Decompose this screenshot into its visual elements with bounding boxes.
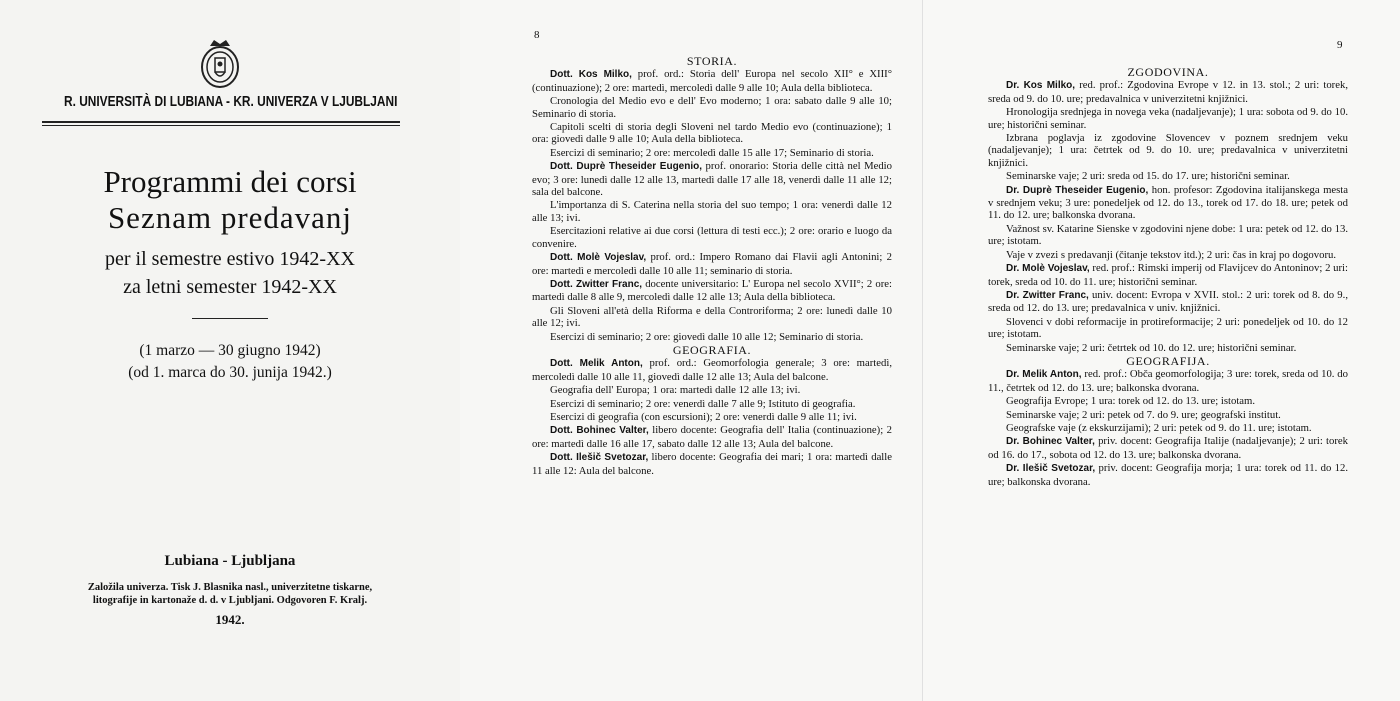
lecturer-name: Dott. Zwitter Franc, (550, 278, 643, 290)
divider (192, 318, 268, 319)
course-entry (532, 424, 892, 450)
section-heading: ZGODOVINA. (1127, 65, 1209, 79)
course-entry (532, 305, 892, 330)
subtitle-italian: per il semestre estivo 1942-XX (105, 248, 355, 270)
course-description: Esercizi di geografia (con escursioni); 2 ore: venerdì dalle 9 alle 11; ivi. (550, 410, 857, 423)
course-description: prof. ord.: Storia dell' Europa nel secolo XII° e XIII° (continuazione); 2 ore: martedì, mercoledì dalle 9 alle 10; Aula della biblioteca. (532, 68, 892, 94)
course-entry (532, 199, 892, 224)
city: Lubiana - Ljubljana (164, 553, 296, 569)
lecturer-name: Dr. Zwitter Franc, (1006, 289, 1089, 301)
course-entry (988, 435, 1348, 461)
imprint-line-2: litografije in kartonaže d. d. v Ljubljani. Odgovoren F. Kralj. (92, 595, 368, 606)
title-italian: Programmi dei corsi (103, 164, 357, 199)
course-description: priv. docent: Geografija Italije (nadaljevanje); 2 uri: torek od 16. do 17., sobota od 12. do 13. ure; balkonska dvorana. (988, 435, 1348, 461)
course-entry (988, 223, 1348, 248)
lecturer-name: Dr. Molè Vojeslav, (1006, 263, 1090, 275)
lecturer-name: Dott. Molè Vojeslav, (550, 252, 647, 264)
course-entry (532, 278, 892, 304)
course-entry (532, 331, 892, 343)
course-description: Hronologija srednjega in novega veka (nadaljevanje); 1 ura: sobota od 9. do 10. ure; historični seminar. (988, 106, 1348, 131)
course-description: Esercitazioni relative ai due corsi (lettura di testi ecc.); 2 ore: orario e luogo da convenire. (532, 225, 892, 250)
course-description: Geografia dell' Europa; 1 ora: martedì dalle 12 alle 13; ivi. (550, 384, 801, 397)
course-description: libero docente: Geografia dell' Italia (continuazione); 2 ore: martedì dalle 16 alle 17, sabato dalle 12 alle 13; Aula del balcone. (532, 424, 892, 450)
course-description: univ. docent: Evropa v XVII. stol.: 2 uri: torek od 8. do 9., sreda od 12. do 13. ure; predavalnica v univ. knjižnici. (988, 288, 1348, 315)
course-description: docente universitario: L' Europa nel secolo XVII°; 2 ore: martedì dalle 8 alle 9, mercoledì dalle 12 alle 13; Aula della biblioteca. (532, 277, 892, 304)
subtitle-slovene: za letni semester 1942-XX (123, 276, 337, 298)
course-entry (532, 225, 892, 250)
lecturer-name: Dott. Duprè Theseider Eugenio, (550, 161, 703, 173)
course-entry (532, 357, 892, 383)
course-entry (988, 184, 1348, 222)
course-entry (988, 316, 1348, 341)
lecturer-name: Dr. Melik Anton, (1006, 369, 1082, 381)
page-number: 8 (534, 29, 540, 41)
publication-year: 1942. (215, 612, 245, 627)
course-description: Seminarske vaje; 2 uri: sreda od 15. do 17. ure; historični seminar. (1006, 170, 1290, 183)
course-entry (988, 462, 1348, 488)
dates-slovene: (od 1. marca do 30. junija 1942.) (128, 364, 332, 381)
double-rule-bottom (42, 125, 400, 126)
course-entry (988, 422, 1348, 434)
university-name: R. UNIVERSITÀ DI LUBIANA - KR. UNIVERZA V LJUBLJANI (64, 94, 398, 110)
page-9 (922, 0, 1400, 701)
course-description: red. prof.: Zgodovina Evrope v 12. in 13. stol.; 2 uri: torek, sreda od 9. do 10. ure; predavalnica v univerzitetni knjižnici. (988, 79, 1348, 105)
dates-italian: (1 marzo — 30 giugno 1942) (139, 342, 321, 359)
course-description: L'importanza di S. Caterina nella storia del suo tempo; 1 ora: venerdì dalle 12 alle 13; ivi. (532, 199, 892, 224)
course-entry (988, 106, 1348, 131)
course-entry (988, 79, 1348, 105)
course-entry (532, 95, 892, 120)
lecturer-name: Dr. Ilešič Svetozar, (1006, 463, 1096, 475)
course-description: Esercizi di seminario; 2 ore: mercoledì dalle 15 alle 17; Seminario di storia. (550, 146, 874, 159)
course-description: libero docente: Geografia dei mari; 1 ora: martedì dalle 11 alle 12: Aula del balcone. (532, 451, 892, 477)
course-description: Vaje v zvezi s predavanji (čitanje tekstov itd.); 2 uri: čas in kraj po dogovoru. (1006, 248, 1337, 261)
course-entry (988, 249, 1348, 261)
section-heading: GEOGRAFIA. (672, 342, 752, 357)
lecturer-name: Dott. Kos Milko, (550, 69, 632, 81)
course-description: Važnost sv. Katarine Sienske v zgodovini njene dobe: 1 ura: petek od 12. do 13. ure; istotam. (988, 222, 1348, 248)
course-entry (988, 289, 1348, 315)
course-description: Slovenci v dobi reformacije in protireformacije; 2 uri: ponedeljek od 10. do 12 ure; istotam. (988, 315, 1348, 341)
course-entry (988, 395, 1348, 407)
course-entry (532, 68, 892, 94)
lecturer-name: Dr. Duprè Theseider Eugenio, (1006, 184, 1149, 196)
lecturer-name: Dott. Melik Anton, (550, 358, 643, 370)
lecturer-name: Dr. Kos Milko, (1006, 80, 1076, 92)
course-entry (532, 398, 892, 410)
page-8-column (532, 54, 892, 478)
course-description: Geografija Evrope; 1 ura: torek od 12. do 13. ure; istotam. (1006, 395, 1256, 408)
double-rule-top (42, 121, 400, 123)
course-description: red. prof.: Obča geomorfologija; 3 ure: torek, sreda od 10. do 11., četrtek od 12. do 13. ure; balkonska dvorana. (988, 368, 1348, 394)
course-entry (532, 411, 892, 423)
course-entry (988, 170, 1348, 182)
section-heading: STORIA. (686, 54, 738, 68)
course-description: Seminarske vaje; 2 uri: petek od 7. do 9. ure; geografski institut. (1006, 408, 1281, 421)
page-9-column (988, 65, 1348, 489)
course-entry (532, 451, 892, 477)
course-description: Izbrana poglavja iz zgodovine Slovencev v poznem srednjem veku (nadaljevanje); 1 ura: četrtek od 9. do 10. ure; predavalnica v univerzitetni knjižnici. (988, 132, 1348, 169)
course-description: prof. ord.: Impero Romano dai Flavii agli Antonini; 2 ore: martedì e mercoledì dalle 10 alle 11; seminario di storia. (532, 251, 892, 277)
imprint-line-1: Založila univerza. Tisk J. Blasnika nasl., univerzitetne tiskarne, (87, 582, 373, 593)
course-entry (532, 147, 892, 159)
course-entry (532, 384, 892, 396)
course-entry (988, 368, 1348, 394)
course-description: priv. docent: Geografija morja; 1 ura: torek od 11. do 12. ure; balkonska dvorana. (988, 462, 1349, 488)
title-page (0, 0, 461, 701)
course-description: Geografske vaje (z ekskurzijami); 2 uri: petek od 9. do 11. ure; istotam. (1006, 421, 1312, 434)
lecturer-name: Dott. Ilešič Svetozar, (550, 452, 649, 464)
course-description: hon. profesor: Zgodovina italijanskega mesta v srednjem veku; 3 ure: ponedeljek od 12. do 13., torek od 17. do 18. ure; petek od 11. do 12. ure; balkonska dvorana. (988, 183, 1348, 222)
section-heading: GEOGRAFIJA. (1126, 353, 1210, 368)
course-entry (532, 121, 892, 146)
course-description: Esercizi di seminario; 2 ore: giovedì dalle 10 alle 12; Seminario di storia. (550, 330, 864, 343)
lecturer-name: Dott. Bohinec Valter, (550, 425, 649, 437)
course-entry (532, 251, 892, 277)
course-description: Capitoli scelti di storia degli Sloveni nel tardo Medio evo (continuazione); 1 ora: giovedì dalle 9 alle 10; Aula della biblioteca. (532, 121, 892, 146)
title-slovene: Seznam predavanj (107, 200, 353, 235)
course-entry (988, 132, 1348, 169)
course-description: red. prof.: Rimski imperij od Flavijcev do Antoninov; 2 uri: torek, sreda od 10. do 11. ure; historični seminar. (988, 262, 1348, 288)
course-entry (988, 409, 1348, 421)
course-description: Cronologia del Medio evo e dell' Evo moderno; 1 ora: sabato dalle 9 alle 10; Seminario di storia. (532, 95, 892, 120)
course-description: Esercizi di seminario; 2 ore: venerdì dalle 7 alle 9; Istituto di geografia. (550, 397, 856, 410)
course-entry (988, 342, 1348, 354)
course-entry (988, 262, 1348, 288)
lecturer-name: Dr. Bohinec Valter, (1006, 436, 1095, 448)
university-crest-icon (198, 38, 242, 90)
course-description: prof. ord.: Geomorfologia generale; 3 ore: martedì, mercoledì dalle 10 alle 11, giovedì dalle 12 alle 13; Aula del balcone. (532, 357, 892, 383)
page-8 (460, 0, 922, 701)
course-entry (532, 160, 892, 198)
page-number: 9 (1337, 39, 1343, 51)
course-description: prof. onorario: Storia delle città nel Medio evo; 3 ore: lunedì dalle 12 alle 13, martedì dalle 17 alle 18, venerdì dalle 11 alle 12; sala del balcone. (532, 160, 892, 199)
course-description: Gli Sloveni all'età della Riforma e della Controriforma; 2 ore: lunedì dalle 10 alle 12; ivi. (532, 304, 892, 330)
course-description: Seminarske vaje; 2 uri: četrtek od 10. do 12. ure; historični seminar. (1006, 341, 1297, 354)
